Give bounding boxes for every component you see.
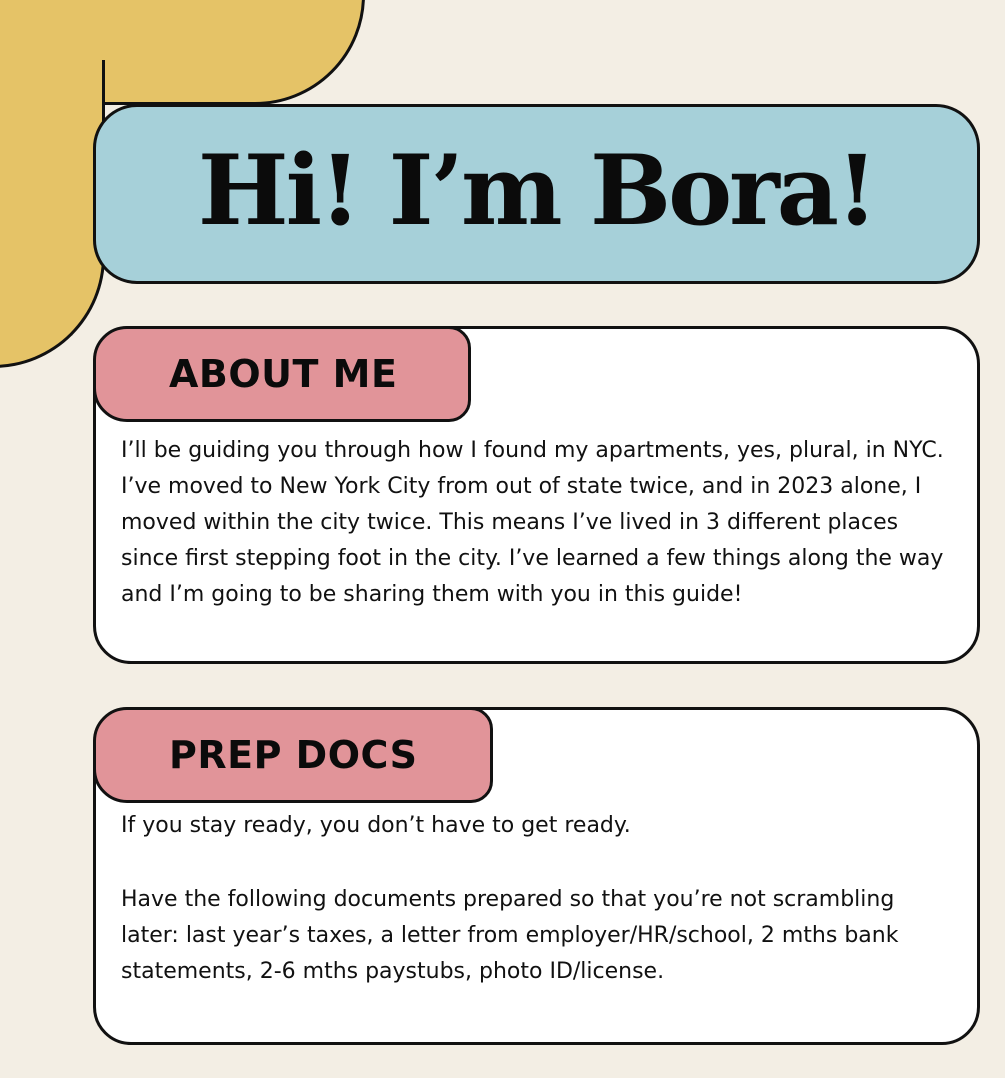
about-me-text: I’ll be guiding you through how I found my apartments, yes, plural, in NYC. I’ve moved to New York City from out of state twice, and in 2023 alone, I moved within the city twice. This means I’ve lived in 3 different places since first stepping foot in the city. I’ve learned a few things along the way and I’m going to be sharing them with you in this guide! — [121, 438, 944, 607]
prep-docs-tab — [93, 707, 493, 803]
about-me-body — [121, 433, 947, 613]
prep-docs-intro: If you stay ready, you don’t have to get ready. — [121, 813, 631, 838]
page-title: Hi! I’m Bora! — [197, 134, 876, 247]
about-me-tab — [93, 326, 471, 422]
title-card — [93, 104, 980, 284]
prep-docs-panel — [93, 707, 980, 1045]
about-me-heading: ABOUT ME — [169, 352, 398, 396]
about-me-panel — [93, 326, 980, 664]
prep-docs-text: Have the following documents prepared so that you’re not scrambling later: last year’s taxes, a letter from employer/HR/school, 2 mths bank statements, 2-6 mths paystubs, photo ID/license. — [121, 887, 899, 984]
prep-docs-heading: PREP DOCS — [169, 733, 418, 777]
prep-docs-body — [121, 808, 947, 990]
decorative-blob-side — [0, 60, 105, 368]
